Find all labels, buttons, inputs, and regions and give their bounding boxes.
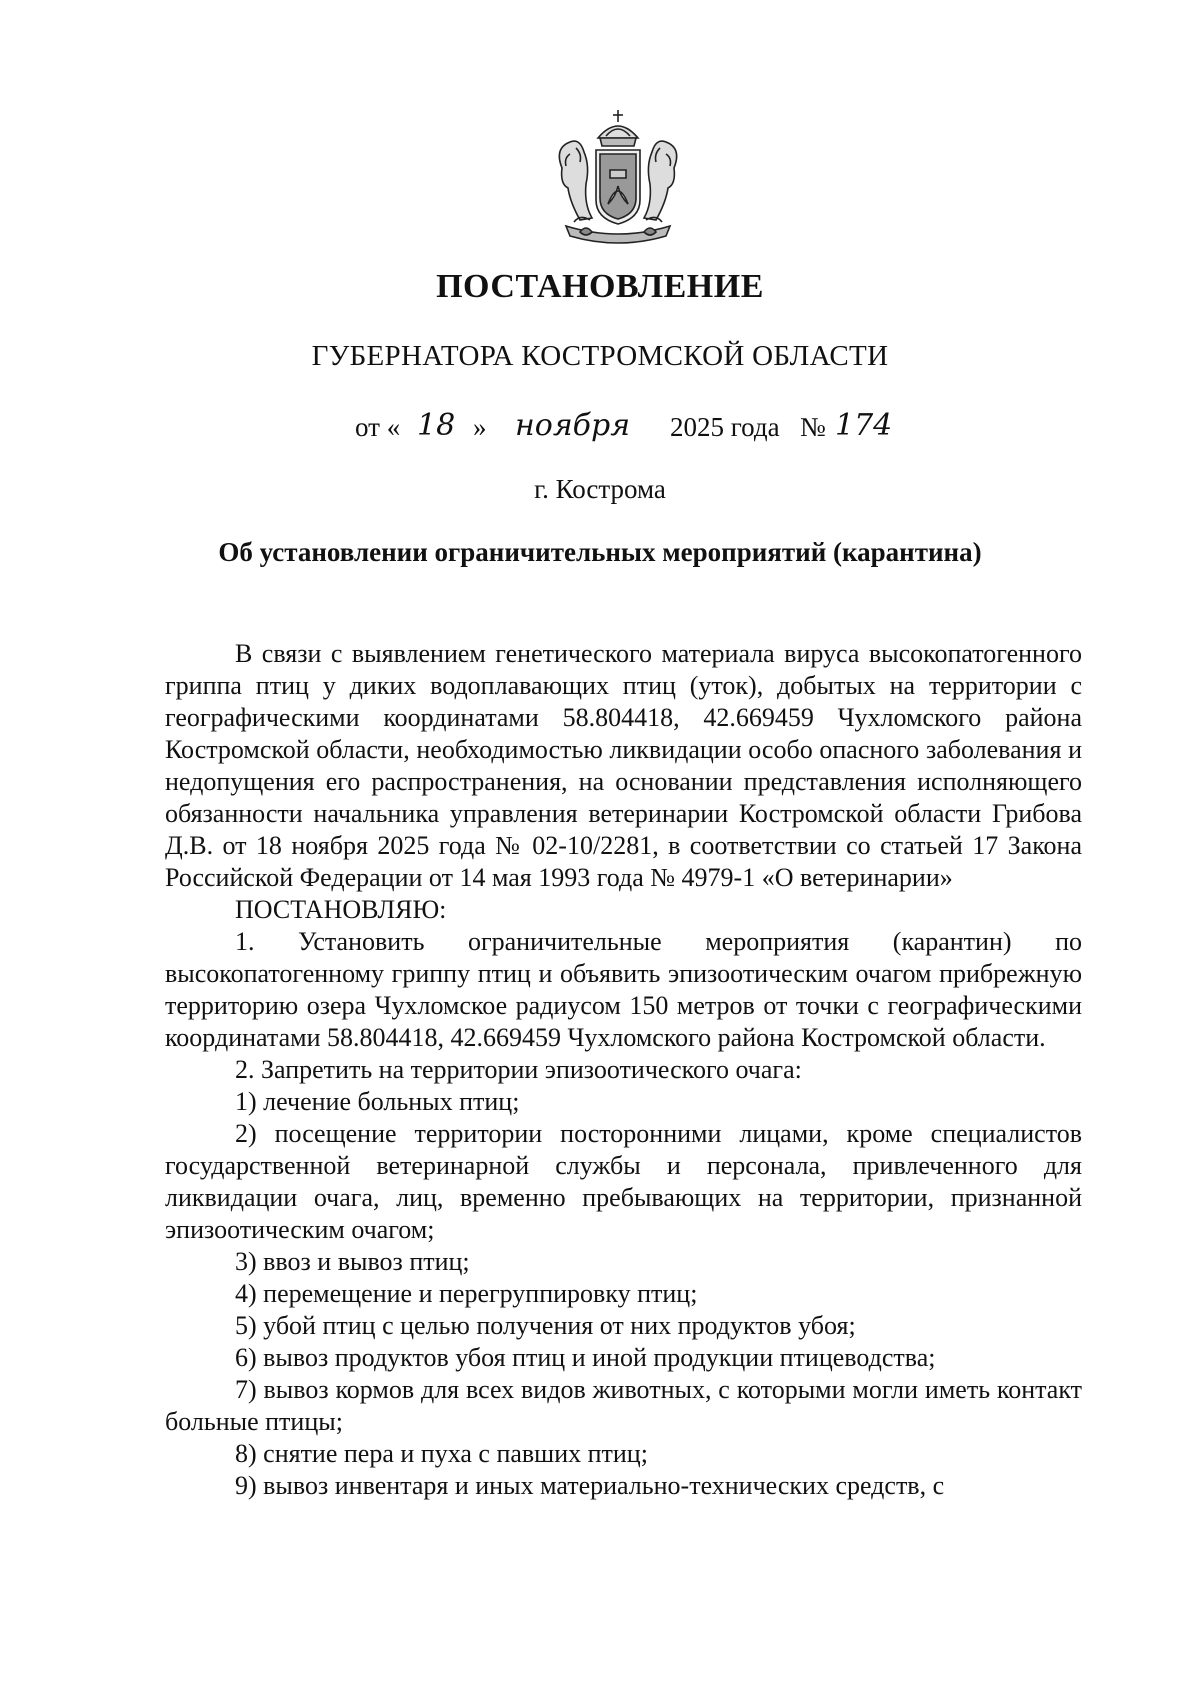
subclause-9: 9) вывоз инвентаря и иных материально-технических средств, с bbox=[235, 1471, 945, 1500]
date-prefix: от « bbox=[355, 412, 401, 442]
date-year: 2025 года bbox=[670, 412, 780, 442]
city-line: г. Кострома bbox=[534, 474, 666, 504]
document-title: ПОСТАНОВЛЕНИЕ bbox=[436, 268, 764, 305]
resolution-word: ПОСТАНОВЛЯЮ: bbox=[235, 895, 447, 924]
subclause-6: 6) вывоз продуктов убоя птиц и иной продукции птицеводства; bbox=[235, 1343, 936, 1372]
date-day-close: » bbox=[473, 412, 487, 442]
document-body bbox=[165, 638, 1082, 1502]
subclause-2: 2) посещение территории посторонними лицами, кроме специалистов государственной ветеринарной службы и персонала, привлеченного для ликвидации очага, лиц, временно пребывающих на территории, признанной эпизоотическим очагом; bbox=[165, 1119, 1082, 1244]
clause-1: 1. Установить ограничительные мероприятия (карантин) по высокопатогенному гриппу птиц и объявить эпизоотическим очагом прибрежную территорию озера Чухломское радиусом 150 метров от точки с географическими координатами 58.804418, 42.669459 Чухломского района Костромской области. bbox=[165, 927, 1082, 1052]
date-number-line bbox=[355, 408, 995, 458]
subclause-5: 5) убой птиц с целью получения от них продуктов убоя; bbox=[235, 1311, 856, 1340]
document-number-handwritten: 174 bbox=[835, 408, 893, 443]
date-month-handwritten: ноября bbox=[515, 408, 631, 443]
document-heading: Об установлении ограничительных мероприятий (карантина) bbox=[218, 537, 982, 567]
subclause-4: 4) перемещение и перегруппировку птиц; bbox=[235, 1279, 698, 1308]
coat-of-arms-icon bbox=[540, 108, 696, 250]
date-day-handwritten: 18 bbox=[417, 408, 456, 443]
subclause-8: 8) снятие пера и пуха с павших птиц; bbox=[235, 1439, 648, 1468]
subclause-1: 1) лечение больных птиц; bbox=[235, 1087, 520, 1116]
preamble-paragraph: В связи с выявлением генетического материала вируса высокопатогенного гриппа птиц у диких водоплавающих птиц (уток), добытых на территории с географическими координатами 58.804418, 42.669459 Чухломского района Костромской области, необходимостью ликвидации особо опасного заболевания и недопущения его распространения, на основании представления исполняющего обязанности начальника управления ветеринарии Костромской области Грибова Д.В. от 18 ноября 2025 года № 02-10/2281, в соответствии со статьей 17 Закона Российской Федерации от 14 мая 1993 года № 4979-1 «О ветеринарии» bbox=[165, 639, 1082, 892]
number-sign: № bbox=[800, 412, 826, 442]
subclause-3: 3) ввоз и вывоз птиц; bbox=[235, 1247, 470, 1276]
clause-2: 2. Запретить на территории эпизоотического очага: bbox=[235, 1055, 802, 1084]
issuer-line: ГУБЕРНАТОРА КОСТРОМСКОЙ ОБЛАСТИ bbox=[311, 340, 889, 372]
subclause-7: 7) вывоз кормов для всех видов животных, с которыми могли иметь контакт больные птицы; bbox=[165, 1375, 1082, 1436]
